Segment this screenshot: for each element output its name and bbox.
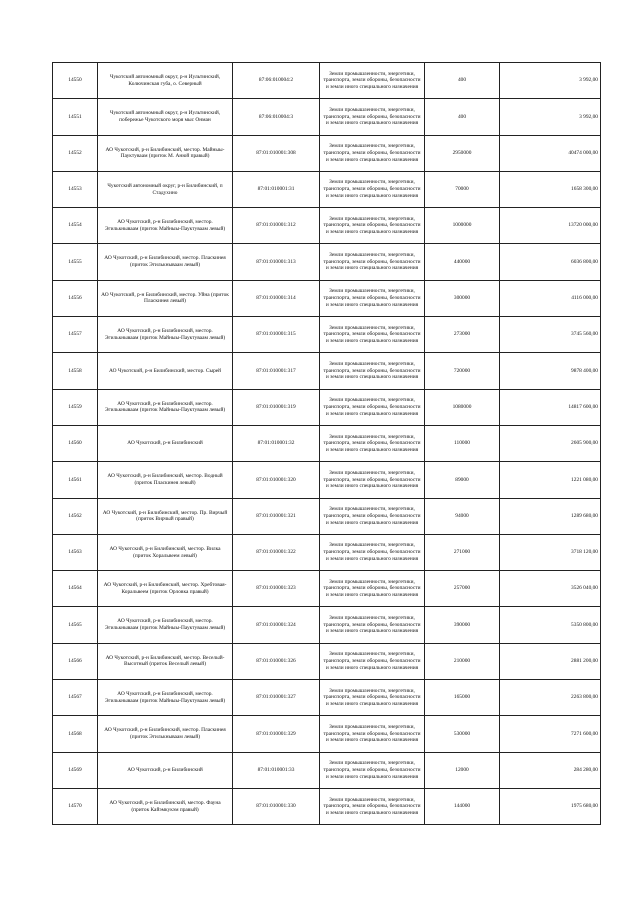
cadastral-value-cell: 2263 800,00 xyxy=(500,680,601,716)
address-cell: АО Чукотский, р-н Билибинский, местор. Эгилькнываам (приток Майныы-Пауктуваам левый) xyxy=(98,317,233,353)
land-category-cell: Земли промышленности, энергетики, транспорта, земли обороны, безопасности и земли иного специального назначения xyxy=(320,643,425,679)
cadastral-number-cell: 87:01:010001:329 xyxy=(233,716,320,752)
table-row xyxy=(53,462,601,498)
table-row xyxy=(53,353,601,389)
row-number-cell: 14562 xyxy=(53,498,98,534)
cadastral-number-cell: 87:01:010001:32 xyxy=(233,425,320,461)
address-cell: АО Чукотский, р-н Билибинский, местор. Пласкинея (приток Эгилькнываам левый) xyxy=(98,716,233,752)
address-cell: АО Чукотский, р-н Билибинский, местор. Уйна (приток Пласкинея левый) xyxy=(98,280,233,316)
land-category-cell: Земли промышленности, энергетики, транспорта, земли обороны, безопасности и земли иного специального назначения xyxy=(320,99,425,135)
area-cell: 210000 xyxy=(425,643,500,679)
row-number-cell: 14557 xyxy=(53,317,98,353)
cadastral-number-cell: 87:01:010001:308 xyxy=(233,135,320,171)
cadastral-value-cell: 3718 120,00 xyxy=(500,534,601,570)
area-cell: 390000 xyxy=(425,607,500,643)
address-cell: АО Чукотский, р-н Билибинский xyxy=(98,752,233,788)
area-cell: 300000 xyxy=(425,280,500,316)
address-cell: АО Чукотский, р-н Билибинский, местор. Эгилькнываам (приток Майныы-Пауктуваам левый) xyxy=(98,389,233,425)
row-number-cell: 14555 xyxy=(53,244,98,280)
address-cell: АО Чукотский, р-н Билибинский, местор. Пр. Вирчый (приток Вирчый правый) xyxy=(98,498,233,534)
cadastral-number-cell: 87:01:010001:313 xyxy=(233,244,320,280)
row-number-cell: 14550 xyxy=(53,63,98,99)
table-row xyxy=(53,244,601,280)
area-cell: 2950000 xyxy=(425,135,500,171)
row-number-cell: 14567 xyxy=(53,680,98,716)
cadastral-number-cell: 87:01:010001:33 xyxy=(233,752,320,788)
cadastral-number-cell: 87:06:010004:3 xyxy=(233,99,320,135)
cadastral-value-cell: 7271 600,00 xyxy=(500,716,601,752)
area-cell: 400 xyxy=(425,63,500,99)
row-number-cell: 14563 xyxy=(53,534,98,570)
land-category-cell: Земли промышленности, энергетики, транспорта, земли обороны, безопасности и земли иного специального назначения xyxy=(320,135,425,171)
cadastral-number-cell: 87:01:010001:320 xyxy=(233,462,320,498)
area-cell: 720000 xyxy=(425,353,500,389)
cadastral-number-cell: 87:01:010001:326 xyxy=(233,643,320,679)
table-row xyxy=(53,208,601,244)
table-row xyxy=(53,389,601,425)
land-category-cell: Земли промышленности, энергетики, транспорта, земли обороны, безопасности и земли иного специального назначения xyxy=(320,788,425,824)
cadastral-value-cell: 1289 680,00 xyxy=(500,498,601,534)
cadastral-value-cell: 3 992,00 xyxy=(500,99,601,135)
table-row xyxy=(53,135,601,171)
row-number-cell: 14570 xyxy=(53,788,98,824)
cadastral-value-cell: 6036 800,00 xyxy=(500,244,601,280)
land-category-cell: Земли промышленности, энергетики, транспорта, земли обороны, безопасности и земли иного специального назначения xyxy=(320,208,425,244)
cadastral-value-cell: 2881 200,00 xyxy=(500,643,601,679)
cadastral-number-cell: 87:01:010001:324 xyxy=(233,607,320,643)
cadastral-value-cell: 1221 080,00 xyxy=(500,462,601,498)
cadastral-number-cell: 87:01:010001:321 xyxy=(233,498,320,534)
area-cell: 1000000 xyxy=(425,208,500,244)
cadastral-number-cell: 87:01:010001:317 xyxy=(233,353,320,389)
cadastral-value-cell: 3526 040,00 xyxy=(500,571,601,607)
land-category-cell: Земли промышленности, энергетики, транспорта, земли обороны, безопасности и земли иного специального назначения xyxy=(320,63,425,99)
table-row xyxy=(53,498,601,534)
table-row xyxy=(53,752,601,788)
cadastral-value-cell: 5350 800,00 xyxy=(500,607,601,643)
address-cell: АО Чукотский, р-н Билибинский xyxy=(98,425,233,461)
address-cell: АО Чукотский, р-н Билибинский, местор. Майныы-Пауктуваам (приток М. Анюй правый) xyxy=(98,135,233,171)
land-category-cell: Земли промышленности, энергетики, транспорта, земли обороны, безопасности и земли иного специального назначения xyxy=(320,716,425,752)
land-category-cell: Земли промышленности, энергетики, транспорта, земли обороны, безопасности и земли иного специального назначения xyxy=(320,244,425,280)
land-category-cell: Земли промышленности, энергетики, транспорта, земли обороны, безопасности и земли иного специального назначения xyxy=(320,171,425,207)
address-cell: АО Чукотский, р-н Билибинский, местор. Водный (приток Пласкинея левый) xyxy=(98,462,233,498)
cadastral-number-cell: 87:01:010001:319 xyxy=(233,389,320,425)
address-cell: АО Чукотский, р-н Билибинский, местор. Вилка (приток Хоральвеем левый) xyxy=(98,534,233,570)
table-row xyxy=(53,680,601,716)
area-cell: 257000 xyxy=(425,571,500,607)
land-registry-table xyxy=(52,62,601,825)
land-category-cell: Земли промышленности, энергетики, транспорта, земли обороны, безопасности и земли иного специального назначения xyxy=(320,680,425,716)
area-cell: 110000 xyxy=(425,425,500,461)
cadastral-value-cell: 14817 600,00 xyxy=(500,389,601,425)
area-cell: 94000 xyxy=(425,498,500,534)
area-cell: 440000 xyxy=(425,244,500,280)
area-cell: 165000 xyxy=(425,680,500,716)
cadastral-value-cell: 40474 000,00 xyxy=(500,135,601,171)
address-cell: Чукотский автономный округ, р-н Билибинский, п Стадухино xyxy=(98,171,233,207)
land-category-cell: Земли промышленности, энергетики, транспорта, земли обороны, безопасности и земли иного специального назначения xyxy=(320,571,425,607)
row-number-cell: 14556 xyxy=(53,280,98,316)
table-row xyxy=(53,534,601,570)
table-row xyxy=(53,317,601,353)
address-cell: АО Чукотский, р-н Билибинский, местор. Эгилькнываам (приток Майныы-Пауктуваам левый) xyxy=(98,607,233,643)
cadastral-number-cell: 87:01:010001:312 xyxy=(233,208,320,244)
cadastral-value-cell: 9878 400,00 xyxy=(500,353,601,389)
row-number-cell: 14553 xyxy=(53,171,98,207)
area-cell: 273000 xyxy=(425,317,500,353)
land-category-cell: Земли промышленности, энергетики, транспорта, земли обороны, безопасности и земли иного специального назначения xyxy=(320,280,425,316)
cadastral-value-cell: 3745 560,00 xyxy=(500,317,601,353)
cadastral-value-cell: 4116 000,00 xyxy=(500,280,601,316)
cadastral-value-cell: 284 280,00 xyxy=(500,752,601,788)
area-cell: 12000 xyxy=(425,752,500,788)
row-number-cell: 14558 xyxy=(53,353,98,389)
row-number-cell: 14554 xyxy=(53,208,98,244)
land-category-cell: Земли промышленности, энергетики, транспорта, земли обороны, безопасности и земли иного специального назначения xyxy=(320,534,425,570)
land-category-cell: Земли промышленности, энергетики, транспорта, земли обороны, безопасности и земли иного специального назначения xyxy=(320,353,425,389)
cadastral-number-cell: 87:06:010004:2 xyxy=(233,63,320,99)
address-cell: АО Чукотский, р-н Билибинский, местор. Фауна (приток Кайэмкукэм правый) xyxy=(98,788,233,824)
row-number-cell: 14568 xyxy=(53,716,98,752)
table-row xyxy=(53,280,601,316)
address-cell: АО Чукотский, р-н Билибинский, местор. Сырей xyxy=(98,353,233,389)
table-body xyxy=(53,63,601,825)
table-row xyxy=(53,788,601,824)
land-category-cell: Земли промышленности, энергетики, транспорта, земли обороны, безопасности и земли иного специального назначения xyxy=(320,752,425,788)
address-cell: АО Чукотский, р-н Билибинский, местор. Эгилькнываам (приток Майныы-Пауктуваам левый) xyxy=(98,680,233,716)
cadastral-number-cell: 87:01:010001:327 xyxy=(233,680,320,716)
area-cell: 530000 xyxy=(425,716,500,752)
land-category-cell: Земли промышленности, энергетики, транспорта, земли обороны, безопасности и земли иного специального назначения xyxy=(320,389,425,425)
row-number-cell: 14569 xyxy=(53,752,98,788)
cadastral-value-cell: 3 992,00 xyxy=(500,63,601,99)
area-cell: 271000 xyxy=(425,534,500,570)
cadastral-number-cell: 87:01:010001:314 xyxy=(233,280,320,316)
area-cell: 70000 xyxy=(425,171,500,207)
land-category-cell: Земли промышленности, энергетики, транспорта, земли обороны, безопасности и земли иного специального назначения xyxy=(320,607,425,643)
table-row xyxy=(53,171,601,207)
table-row xyxy=(53,571,601,607)
row-number-cell: 14561 xyxy=(53,462,98,498)
land-category-cell: Земли промышленности, энергетики, транспорта, земли обороны, безопасности и земли иного специального назначения xyxy=(320,425,425,461)
address-cell: АО Чукотский, р-н Билибинский, местор. Веселый-Высотный (приток Веселый левый) xyxy=(98,643,233,679)
area-cell: 89000 xyxy=(425,462,500,498)
cadastral-number-cell: 87:01:010001:315 xyxy=(233,317,320,353)
land-category-cell: Земли промышленности, энергетики, транспорта, земли обороны, безопасности и земли иного специального назначения xyxy=(320,462,425,498)
address-cell: Чукотский автономный округ, р-н Иультинский, Колючинская губа, о. Северный xyxy=(98,63,233,99)
address-cell: АО Чукотский, р-н Билибинский, местор. Эгилькнываам (приток Майныы-Пауктуваам левый) xyxy=(98,208,233,244)
table-row xyxy=(53,425,601,461)
address-cell: АО Чукотский, р-н Билибинский, местор. Пласкинея (приток Эгилькнываам левый) xyxy=(98,244,233,280)
row-number-cell: 14560 xyxy=(53,425,98,461)
cadastral-number-cell: 87:01:010001:322 xyxy=(233,534,320,570)
table-row xyxy=(53,607,601,643)
row-number-cell: 14564 xyxy=(53,571,98,607)
cadastral-value-cell: 1975 680,00 xyxy=(500,788,601,824)
address-cell: АО Чукотский, р-н Билибинский, местор. Хребтовая-Коральвеем (приток Орловка правый) xyxy=(98,571,233,607)
cadastral-number-cell: 87:01:010001:31 xyxy=(233,171,320,207)
table-row xyxy=(53,716,601,752)
land-category-cell: Земли промышленности, энергетики, транспорта, земли обороны, безопасности и земли иного специального назначения xyxy=(320,317,425,353)
cadastral-value-cell: 1658 300,00 xyxy=(500,171,601,207)
area-cell: 1080000 xyxy=(425,389,500,425)
land-category-cell: Земли промышленности, энергетики, транспорта, земли обороны, безопасности и земли иного специального назначения xyxy=(320,498,425,534)
table-row xyxy=(53,63,601,99)
table-row xyxy=(53,99,601,135)
area-cell: 400 xyxy=(425,99,500,135)
cadastral-value-cell: 13720 000,00 xyxy=(500,208,601,244)
address-cell: Чукотский автономный округ, р-н Иультинский, побережье Чукотского моря мыс Онман xyxy=(98,99,233,135)
cadastral-number-cell: 87:01:010001:323 xyxy=(233,571,320,607)
cadastral-number-cell: 87:01:010001:330 xyxy=(233,788,320,824)
row-number-cell: 14559 xyxy=(53,389,98,425)
row-number-cell: 14565 xyxy=(53,607,98,643)
area-cell: 144000 xyxy=(425,788,500,824)
cadastral-value-cell: 2605 900,00 xyxy=(500,425,601,461)
table-row xyxy=(53,643,601,679)
row-number-cell: 14551 xyxy=(53,99,98,135)
row-number-cell: 14552 xyxy=(53,135,98,171)
row-number-cell: 14566 xyxy=(53,643,98,679)
